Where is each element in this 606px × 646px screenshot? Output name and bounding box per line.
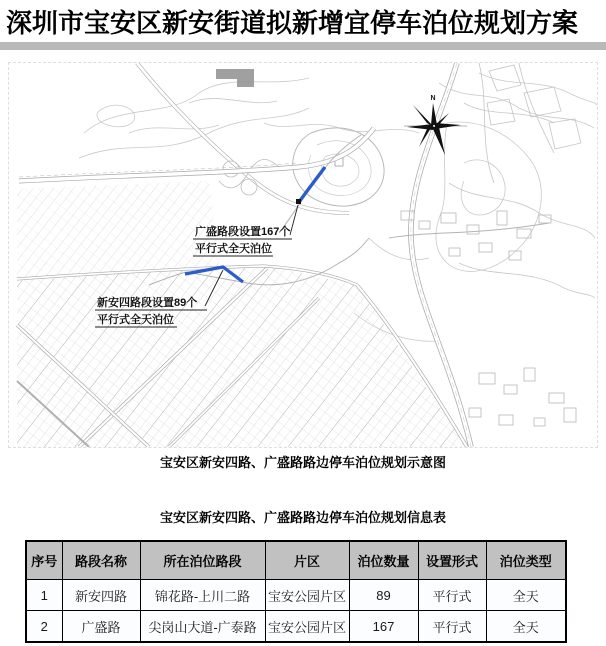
urban-grid-texture — [17, 181, 467, 447]
title-divider-bar — [0, 42, 606, 50]
annotation-text-line1: 广盛路段设置167个 — [195, 226, 291, 238]
annotation-text-line2: 平行式全天泊位 — [97, 314, 174, 326]
compass-north-label: N — [430, 95, 436, 102]
page-title: 深圳市宝安区新安街道拟新增宜停车泊位规划方案 — [6, 8, 579, 38]
map-caption: 宝安区新安四路、广盛路路边停车泊位规划示意图 — [159, 455, 446, 470]
cell-segment: 尖岗山大道-广泰路 — [140, 611, 265, 643]
cell-type: 全天 — [486, 580, 566, 611]
annotation-text-line1: 新安四路段设置89个 — [97, 297, 198, 309]
highlight-guangsheng-road — [299, 167, 325, 202]
cell-index: 2 — [26, 611, 62, 643]
cell-type: 全天 — [486, 611, 566, 643]
cell-road-name: 广盛路 — [62, 611, 140, 643]
cell-district: 宝安公园片区 — [265, 611, 349, 643]
planning-map — [8, 62, 598, 448]
cell-district: 宝安公园片区 — [265, 580, 349, 611]
col-header-index: 序号 — [26, 541, 62, 580]
col-header-road-name: 路段名称 — [62, 541, 140, 580]
col-header-type: 泊位类型 — [486, 541, 566, 580]
compass-north-icon — [404, 95, 467, 155]
cell-segment: 锦花路-上川二路 — [140, 580, 265, 611]
table-title: 宝安区新安四路、广盛路路边停车泊位规划信息表 — [159, 510, 446, 525]
guangsheng-segment-endpoint-dot — [296, 199, 301, 204]
cell-form: 平行式 — [418, 580, 486, 611]
col-header-district: 片区 — [265, 541, 349, 580]
planning-map-drawing — [9, 63, 597, 447]
cell-form: 平行式 — [418, 611, 486, 643]
table-row — [26, 580, 566, 611]
leader-line — [290, 205, 298, 235]
parcel-mesh — [479, 63, 581, 183]
cell-count: 167 — [349, 611, 418, 643]
cell-count: 89 — [349, 580, 418, 611]
table-row — [26, 611, 566, 643]
cell-road-name: 新安四路 — [62, 580, 140, 611]
cell-index: 1 — [26, 580, 62, 611]
col-header-segment: 所在泊位路段 — [140, 541, 265, 580]
col-header-count: 泊位数量 — [349, 541, 418, 580]
parking-info-table — [25, 540, 567, 643]
table-header-row — [26, 541, 566, 580]
col-header-form: 设置形式 — [418, 541, 486, 580]
annotation-text-line2: 平行式全天泊位 — [195, 243, 272, 255]
